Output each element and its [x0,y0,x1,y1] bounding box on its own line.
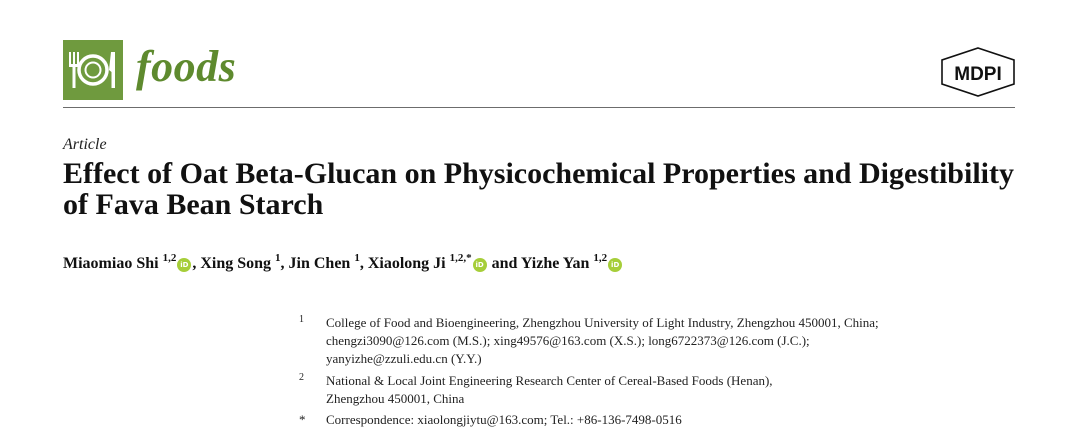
author-affiliation-sup: 1,2 [162,252,177,264]
orcid-icon[interactable]: iD [473,258,487,272]
affiliation-emails[interactable]: chengzi3090@126.com (M.S.); xing49576@163.com (X.S.); long6722373@126.com (J.C.); [326,333,810,348]
affiliation-line: Zhengzhou 450001, China [326,391,465,406]
mdpi-logo-text: MDPI [954,64,1002,85]
author-name: Jin Chen [288,255,351,273]
affiliation-2 [299,372,1046,408]
author-name: Xing Song [200,255,272,273]
article-type: Article [63,136,107,153]
header-divider [63,107,1015,108]
author-name: Xiaolong Ji [367,255,446,273]
correspondence [299,411,1046,429]
author: Miaomiao Shi $^{1,2}$iD , [63,252,201,273]
affiliation-emails[interactable]: yanyizhe@zzuli.edu.cn (Y.Y.) [326,351,482,366]
author-name: Yizhe Yan [520,255,590,273]
affiliation-1 [299,314,1046,368]
article-title: Effect of Oat Beta-Glucan on Physicochemical Properties and Digestibility of Fava Bean Starch [63,157,1014,221]
author-list [63,253,623,273]
foods-journal-icon [63,40,123,100]
author-affiliation-sup: 1,2 [593,252,608,264]
affiliation-marker: 2 [299,372,304,383]
author: Jin Chen $^1$, [288,252,368,273]
author-name: Miaomiao Shi [63,255,159,273]
correspondence-marker: * [299,412,306,427]
affiliation-marker: 1 [299,314,304,325]
journal-name: foods [136,42,237,91]
affiliation-line: College of Food and Bioengineering, Zhengzhou University of Light Industry, Zhengzhou 450001, China; [326,315,879,330]
mdpi-logo [936,44,1020,100]
author-affiliation-sup: 1 [275,252,281,264]
affiliation-line: National & Local Joint Engineering Research Center of Cereal-Based Foods (Henan), [326,373,773,388]
author-affiliation-sup: 1 [354,252,360,264]
author: Xiaolong Ji $^{1,2,*}$iD and [367,252,521,273]
author: Xing Song $^1$, [200,252,289,273]
author [520,252,623,273]
correspondence-line[interactable]: Correspondence: xiaolongjiytu@163.com; Tel.: +86-136-7498-0516 [326,412,682,427]
orcid-icon[interactable]: iD [608,258,622,272]
orcid-icon[interactable]: iD [177,258,191,272]
author-affiliation-sup: 1,2,* [449,252,472,264]
